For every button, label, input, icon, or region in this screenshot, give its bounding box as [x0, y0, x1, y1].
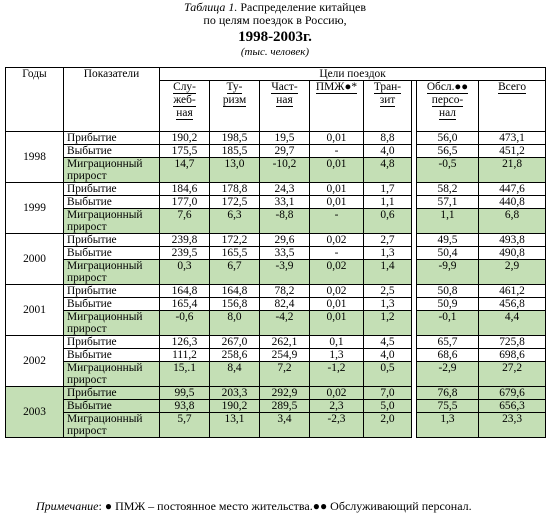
row-label-line: Выбытие	[67, 196, 112, 208]
row-label-line: Прибытие	[67, 387, 117, 399]
value-cell: 0,01	[310, 158, 364, 183]
column-header-line: персо-	[431, 94, 464, 106]
value-cell: 8,0	[210, 311, 260, 336]
value-cell: 75,5	[417, 400, 479, 413]
value-cell: 57,1	[417, 196, 479, 209]
value-cell: 165,4	[160, 298, 210, 311]
value-cell: 1,3	[310, 349, 364, 362]
value-cell: 156,8	[210, 298, 260, 311]
value-cell: 0,01	[310, 298, 364, 311]
value-cell: 2,9	[479, 260, 546, 285]
value-cell: 13,1	[210, 413, 260, 438]
value-cell: 7,2	[260, 362, 310, 387]
value-cell: 164,8	[210, 285, 260, 298]
value-cell: 185,5	[210, 145, 260, 158]
value-cell: 473,1	[479, 132, 546, 145]
column-header-line: Част-	[271, 81, 298, 93]
value-cell: 4,0	[364, 349, 412, 362]
row-label	[64, 413, 160, 438]
value-cell: 2,5	[364, 285, 412, 298]
row-label	[64, 336, 160, 349]
value-cell: 177,0	[160, 196, 210, 209]
value-cell: 175,5	[160, 145, 210, 158]
value-cell: 23,3	[479, 413, 546, 438]
value-cell: 24,3	[260, 183, 310, 196]
value-cell: 7,6	[160, 209, 210, 234]
column-header-line: Слу-	[173, 81, 196, 93]
value-cell: 2,0	[364, 413, 412, 438]
value-cell: 50,9	[417, 298, 479, 311]
year-cell: 1998	[6, 132, 64, 183]
caption-title-text: Распределение китайцев	[237, 0, 366, 14]
value-cell: 13,0	[210, 158, 260, 183]
value-cell: 190,2	[160, 132, 210, 145]
row-label	[64, 196, 160, 209]
value-cell: 15,.1	[160, 362, 210, 387]
row-label-line: Миграционный	[67, 158, 143, 170]
value-cell: 2,7	[364, 234, 412, 247]
value-cell: 2,3	[310, 400, 364, 413]
column-header	[479, 81, 546, 132]
row-label	[64, 349, 160, 362]
value-cell: -0,1	[417, 311, 479, 336]
value-cell: -	[310, 209, 364, 234]
value-cell: -	[310, 247, 364, 260]
value-cell: 1,3	[364, 247, 412, 260]
column-header	[260, 81, 310, 132]
row-label-line: Выбытие	[67, 247, 112, 259]
value-cell: 1,4	[364, 260, 412, 285]
row-label	[64, 209, 160, 234]
value-cell: 29,6	[260, 234, 310, 247]
value-cell: 0,3	[160, 260, 210, 285]
row-label	[64, 298, 160, 311]
row-label-line: Прибытие	[67, 336, 117, 348]
row-label-line: Миграционный	[67, 413, 143, 425]
value-cell: 29,7	[260, 145, 310, 158]
row-label-line: Прибытие	[67, 132, 117, 144]
column-header	[210, 81, 260, 132]
value-cell: 0,1	[310, 336, 364, 349]
value-cell: 76,8	[417, 387, 479, 400]
column-header-line: Тран-	[373, 81, 402, 93]
note-text: : ● ПМЖ – постоянное место жительства.●● Обслуживающий персонал.	[98, 499, 472, 513]
table-row-growth	[6, 413, 546, 438]
row-label	[64, 247, 160, 260]
value-cell: 93,8	[160, 400, 210, 413]
row-label-line: прирост	[67, 425, 107, 437]
value-cell: 33,5	[260, 247, 310, 260]
column-header-line: ная	[276, 94, 293, 106]
value-cell: 5,7	[160, 413, 210, 438]
table-row	[6, 298, 546, 311]
year-cell: 2000	[6, 234, 64, 285]
column-header	[310, 81, 364, 132]
value-cell: 447,6	[479, 183, 546, 196]
row-label-line: Миграционный	[67, 260, 143, 272]
value-cell: 1,3	[417, 413, 479, 438]
value-cell: -9,9	[417, 260, 479, 285]
column-header-line: Обсл.●●	[426, 81, 469, 93]
value-cell: 1,7	[364, 183, 412, 196]
value-cell: 0,01	[310, 132, 364, 145]
table-row-growth	[6, 362, 546, 387]
value-cell: 19,5	[260, 132, 310, 145]
value-cell: 0,01	[310, 196, 364, 209]
value-cell: 14,7	[160, 158, 210, 183]
table-row-growth	[6, 311, 546, 336]
value-cell: 656,3	[479, 400, 546, 413]
table-row	[6, 145, 546, 158]
value-cell: 292,9	[260, 387, 310, 400]
column-header-line: зит	[379, 94, 396, 106]
value-cell: -0,5	[417, 158, 479, 183]
row-label-line: прирост	[67, 170, 107, 182]
row-label-line: Выбытие	[67, 349, 112, 361]
value-cell: 4,0	[364, 145, 412, 158]
value-cell: 239,5	[160, 247, 210, 260]
year-cell: 2001	[6, 285, 64, 336]
row-label	[64, 387, 160, 400]
table-row-growth	[6, 209, 546, 234]
column-header-line: ная	[176, 107, 193, 119]
value-cell: 262,1	[260, 336, 310, 349]
value-cell: 33,1	[260, 196, 310, 209]
value-cell: -2,9	[417, 362, 479, 387]
column-header	[364, 81, 412, 132]
value-cell: 1,1	[364, 196, 412, 209]
header-years: Годы	[6, 68, 64, 132]
value-cell: 8,4	[210, 362, 260, 387]
header-indicators: Показатели	[64, 68, 160, 132]
row-label-line: Выбытие	[67, 298, 112, 310]
year-cell: 2002	[6, 336, 64, 387]
value-cell: 725,8	[479, 336, 546, 349]
table-row	[6, 336, 546, 349]
value-cell: 1,3	[364, 298, 412, 311]
value-cell: 184,6	[160, 183, 210, 196]
value-cell: 493,8	[479, 234, 546, 247]
row-label-line: Прибытие	[67, 285, 117, 297]
value-cell: 203,3	[210, 387, 260, 400]
value-cell: 164,8	[160, 285, 210, 298]
value-cell: 178,8	[210, 183, 260, 196]
row-label-line: Миграционный	[67, 311, 143, 323]
value-cell: 172,5	[210, 196, 260, 209]
value-cell: 3,4	[260, 413, 310, 438]
column-header-line: жеб-	[173, 94, 196, 106]
value-cell: 4,5	[364, 336, 412, 349]
header-row-top	[6, 68, 546, 81]
value-cell: 4,8	[364, 158, 412, 183]
note-label: Примечание	[36, 499, 99, 513]
value-cell: -4,2	[260, 311, 310, 336]
column-header	[160, 81, 210, 132]
value-cell: 254,9	[260, 349, 310, 362]
table-caption	[0, 1, 550, 58]
value-cell: 0,02	[310, 285, 364, 298]
value-cell: 461,2	[479, 285, 546, 298]
value-cell: 0,02	[310, 260, 364, 285]
value-cell: 1,1	[417, 209, 479, 234]
row-label	[64, 158, 160, 183]
value-cell: 7,0	[364, 387, 412, 400]
value-cell: 679,6	[479, 387, 546, 400]
row-label	[64, 183, 160, 196]
value-cell: 258,6	[210, 349, 260, 362]
value-cell: 440,8	[479, 196, 546, 209]
table-row	[6, 183, 546, 196]
value-cell: 68,6	[417, 349, 479, 362]
row-label	[64, 311, 160, 336]
column-header	[417, 81, 479, 132]
caption-years: 1998-2003г.	[238, 29, 312, 45]
value-cell: 111,2	[160, 349, 210, 362]
column-header-line: ПМЖ●*	[315, 81, 358, 93]
value-cell: -10,2	[260, 158, 310, 183]
value-cell: 456,8	[479, 298, 546, 311]
caption-unit: (тыс. человек)	[240, 46, 310, 58]
value-cell: 267,0	[210, 336, 260, 349]
table-row	[6, 400, 546, 413]
value-cell: 50,4	[417, 247, 479, 260]
value-cell: 6,3	[210, 209, 260, 234]
value-cell: 82,4	[260, 298, 310, 311]
value-cell: 5,0	[364, 400, 412, 413]
value-cell: 0,02	[310, 234, 364, 247]
value-cell: 56,0	[417, 132, 479, 145]
row-label	[64, 132, 160, 145]
row-label	[64, 400, 160, 413]
caption-label: Таблица 1.	[184, 0, 238, 14]
row-label	[64, 362, 160, 387]
value-cell: 0,5	[364, 362, 412, 387]
value-cell: 27,2	[479, 362, 546, 387]
column-header-line: нал	[439, 107, 456, 119]
value-cell: -3,9	[260, 260, 310, 285]
table-row	[6, 387, 546, 400]
value-cell: 289,5	[260, 400, 310, 413]
row-label-line: прирост	[67, 272, 107, 284]
header-goals: Цели поездок	[160, 68, 546, 81]
value-cell: 99,5	[160, 387, 210, 400]
column-header-line: ризм	[222, 94, 247, 106]
year-cell: 2003	[6, 387, 64, 438]
value-cell: 172,2	[210, 234, 260, 247]
year-cell: 1999	[6, 183, 64, 234]
value-cell: 0,02	[310, 387, 364, 400]
table-row-growth	[6, 158, 546, 183]
value-cell: 21,8	[479, 158, 546, 183]
value-cell: 1,2	[364, 311, 412, 336]
value-cell: 49,5	[417, 234, 479, 247]
value-cell: 0,6	[364, 209, 412, 234]
column-header-line: Ту-	[226, 81, 243, 93]
value-cell: 78,2	[260, 285, 310, 298]
migration-table	[5, 67, 546, 438]
value-cell: -1,2	[310, 362, 364, 387]
value-cell: 4,4	[479, 311, 546, 336]
row-label-line: прирост	[67, 323, 107, 335]
value-cell: 6,7	[210, 260, 260, 285]
value-cell: 198,5	[210, 132, 260, 145]
value-cell: 58,2	[417, 183, 479, 196]
column-header-line: Всего	[498, 81, 527, 93]
row-label	[64, 145, 160, 158]
table-row	[6, 285, 546, 298]
row-label-line: Миграционный	[67, 362, 143, 374]
row-label-line: Выбытие	[67, 145, 112, 157]
caption-subtitle: по целям поездок в Россию,	[203, 13, 347, 27]
row-label-line: прирост	[67, 221, 107, 233]
value-cell: -0,6	[160, 311, 210, 336]
value-cell: 239,8	[160, 234, 210, 247]
value-cell: 56,5	[417, 145, 479, 158]
row-label-line: Выбытие	[67, 400, 112, 412]
table-note	[36, 499, 472, 514]
value-cell: 6,8	[479, 209, 546, 234]
row-label-line: прирост	[67, 374, 107, 386]
value-cell: 0,01	[310, 311, 364, 336]
table-row	[6, 234, 546, 247]
row-label-line: Прибытие	[67, 234, 117, 246]
value-cell: 698,6	[479, 349, 546, 362]
table-row	[6, 132, 546, 145]
value-cell: -2,3	[310, 413, 364, 438]
value-cell: 0,01	[310, 183, 364, 196]
table-row	[6, 349, 546, 362]
value-cell: 50,8	[417, 285, 479, 298]
row-label	[64, 285, 160, 298]
row-label-line: Миграционный	[67, 209, 143, 221]
value-cell: -	[310, 145, 364, 158]
value-cell: 65,7	[417, 336, 479, 349]
value-cell: 190,2	[210, 400, 260, 413]
value-cell: 490,8	[479, 247, 546, 260]
value-cell: -8,8	[260, 209, 310, 234]
value-cell: 126,3	[160, 336, 210, 349]
value-cell: 8,8	[364, 132, 412, 145]
row-label	[64, 260, 160, 285]
row-label-line: Прибытие	[67, 183, 117, 195]
table-row-growth	[6, 260, 546, 285]
table-row	[6, 196, 546, 209]
value-cell: 451,2	[479, 145, 546, 158]
table-row	[6, 247, 546, 260]
value-cell: 165,5	[210, 247, 260, 260]
row-label	[64, 234, 160, 247]
